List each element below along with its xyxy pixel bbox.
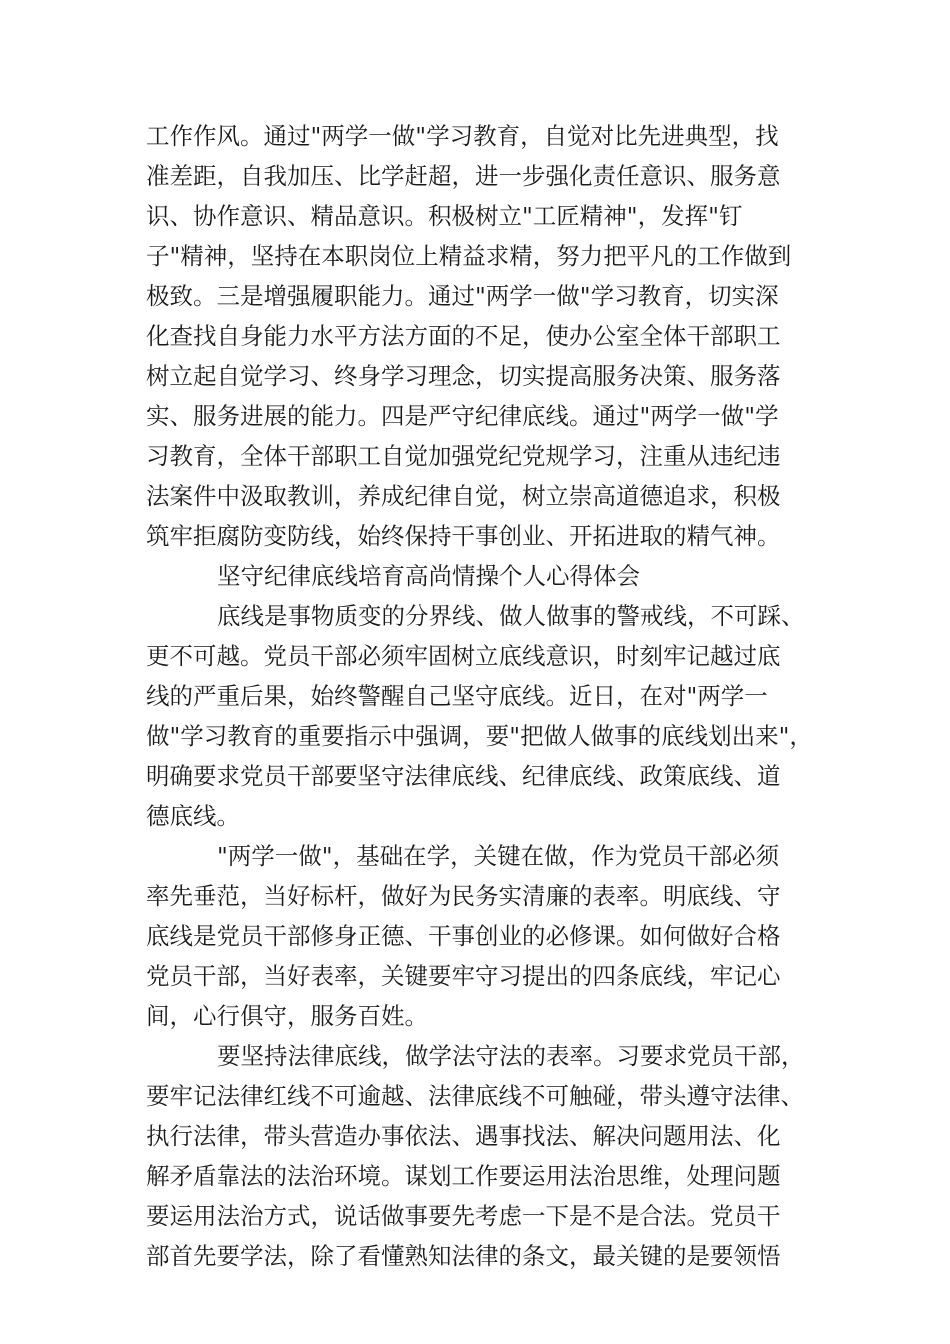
text-line: 识、协作意识、精品意识。积极树立"工匠精神"，发挥"钉 bbox=[146, 202, 743, 230]
text-line: 解矛盾靠法的法治环境。谋划工作要运用法治思维，处理问题 bbox=[146, 1162, 781, 1190]
text-line: 部首先要学法，除了看懂熟知法律的条文，最关键的是要领悟 bbox=[146, 1242, 781, 1270]
text-line: 德底线。 bbox=[146, 802, 240, 830]
text-line: 子"精神，坚持在本职岗位上精益求精，努力把平凡的工作做到 bbox=[146, 242, 792, 270]
text-line: 做"学习教育的重要指示中强调，要"把做人做事的底线划出来"， bbox=[146, 722, 813, 750]
text-line: 极致。三是增强履职能力。通过"两学一做"学习教育，切实深 bbox=[146, 282, 779, 310]
text-line: 化查找自身能力水平方法方面的不足，使办公室全体干部职工 bbox=[146, 322, 781, 350]
paragraph-start: 要坚持法律底线，做学法守法的表率。习要求党员干部， bbox=[217, 1042, 805, 1070]
text-line: 工作作风。通过"两学一做"学习教育，自觉对比先进典型，找 bbox=[146, 122, 779, 150]
text-line: 筑牢拒腐防变防线，始终保持干事创业、开拓进取的精气神。 bbox=[146, 522, 781, 550]
text-line: 法案件中汲取教训，养成纪律自觉，树立崇高道德追求，积极 bbox=[146, 482, 781, 510]
section-heading: 坚守纪律底线培育高尚情操个人心得体会 bbox=[217, 562, 640, 590]
text-line: 率先垂范，当好标杆，做好为民务实清廉的表率。明底线、守 bbox=[146, 882, 781, 910]
text-line: 明确要求党员干部要坚守法律底线、纪律底线、政策底线、道 bbox=[146, 762, 781, 790]
document-body bbox=[146, 116, 826, 1276]
text-line: 间，心行俱守，服务百姓。 bbox=[146, 1002, 428, 1030]
text-line: 要牢记法律红线不可逾越、法律底线不可触碰，带头遵守法律、 bbox=[146, 1082, 804, 1110]
text-line: 底线是党员干部修身正德、干事创业的必修课。如何做好合格 bbox=[146, 922, 781, 950]
paragraph-start: 底线是事物质变的分界线、做人做事的警戒线，不可踩、 bbox=[217, 602, 805, 630]
text-line: 更不可越。党员干部必须牢固树立底线意识，时刻牢记越过底 bbox=[146, 642, 781, 670]
paragraph-start: "两学一做"，基础在学，关键在做，作为党员干部必须 bbox=[217, 842, 780, 870]
text-line: 习教育，全体干部职工自觉加强党纪党规学习，注重从违纪违 bbox=[146, 442, 781, 470]
text-line: 线的严重后果，始终警醒自己坚守底线。近日，在对"两学一 bbox=[146, 682, 768, 710]
text-line: 实、服务进展的能力。四是严守纪律底线。通过"两学一做"学 bbox=[146, 402, 779, 430]
text-line: 准差距，自我加压、比学赶超，进一步强化责任意识、服务意 bbox=[146, 162, 781, 190]
text-line: 党员干部，当好表率，关键要牢守习提出的四条底线，牢记心 bbox=[146, 962, 781, 990]
text-line: 树立起自觉学习、终身学习理念，切实提高服务决策、服务落 bbox=[146, 362, 781, 390]
text-line: 要运用法治方式，说话做事要先考虑一下是不是合法。党员干 bbox=[146, 1202, 781, 1230]
text-line: 执行法律，带头营造办事依法、遇事找法、解决问题用法、化 bbox=[146, 1122, 781, 1150]
